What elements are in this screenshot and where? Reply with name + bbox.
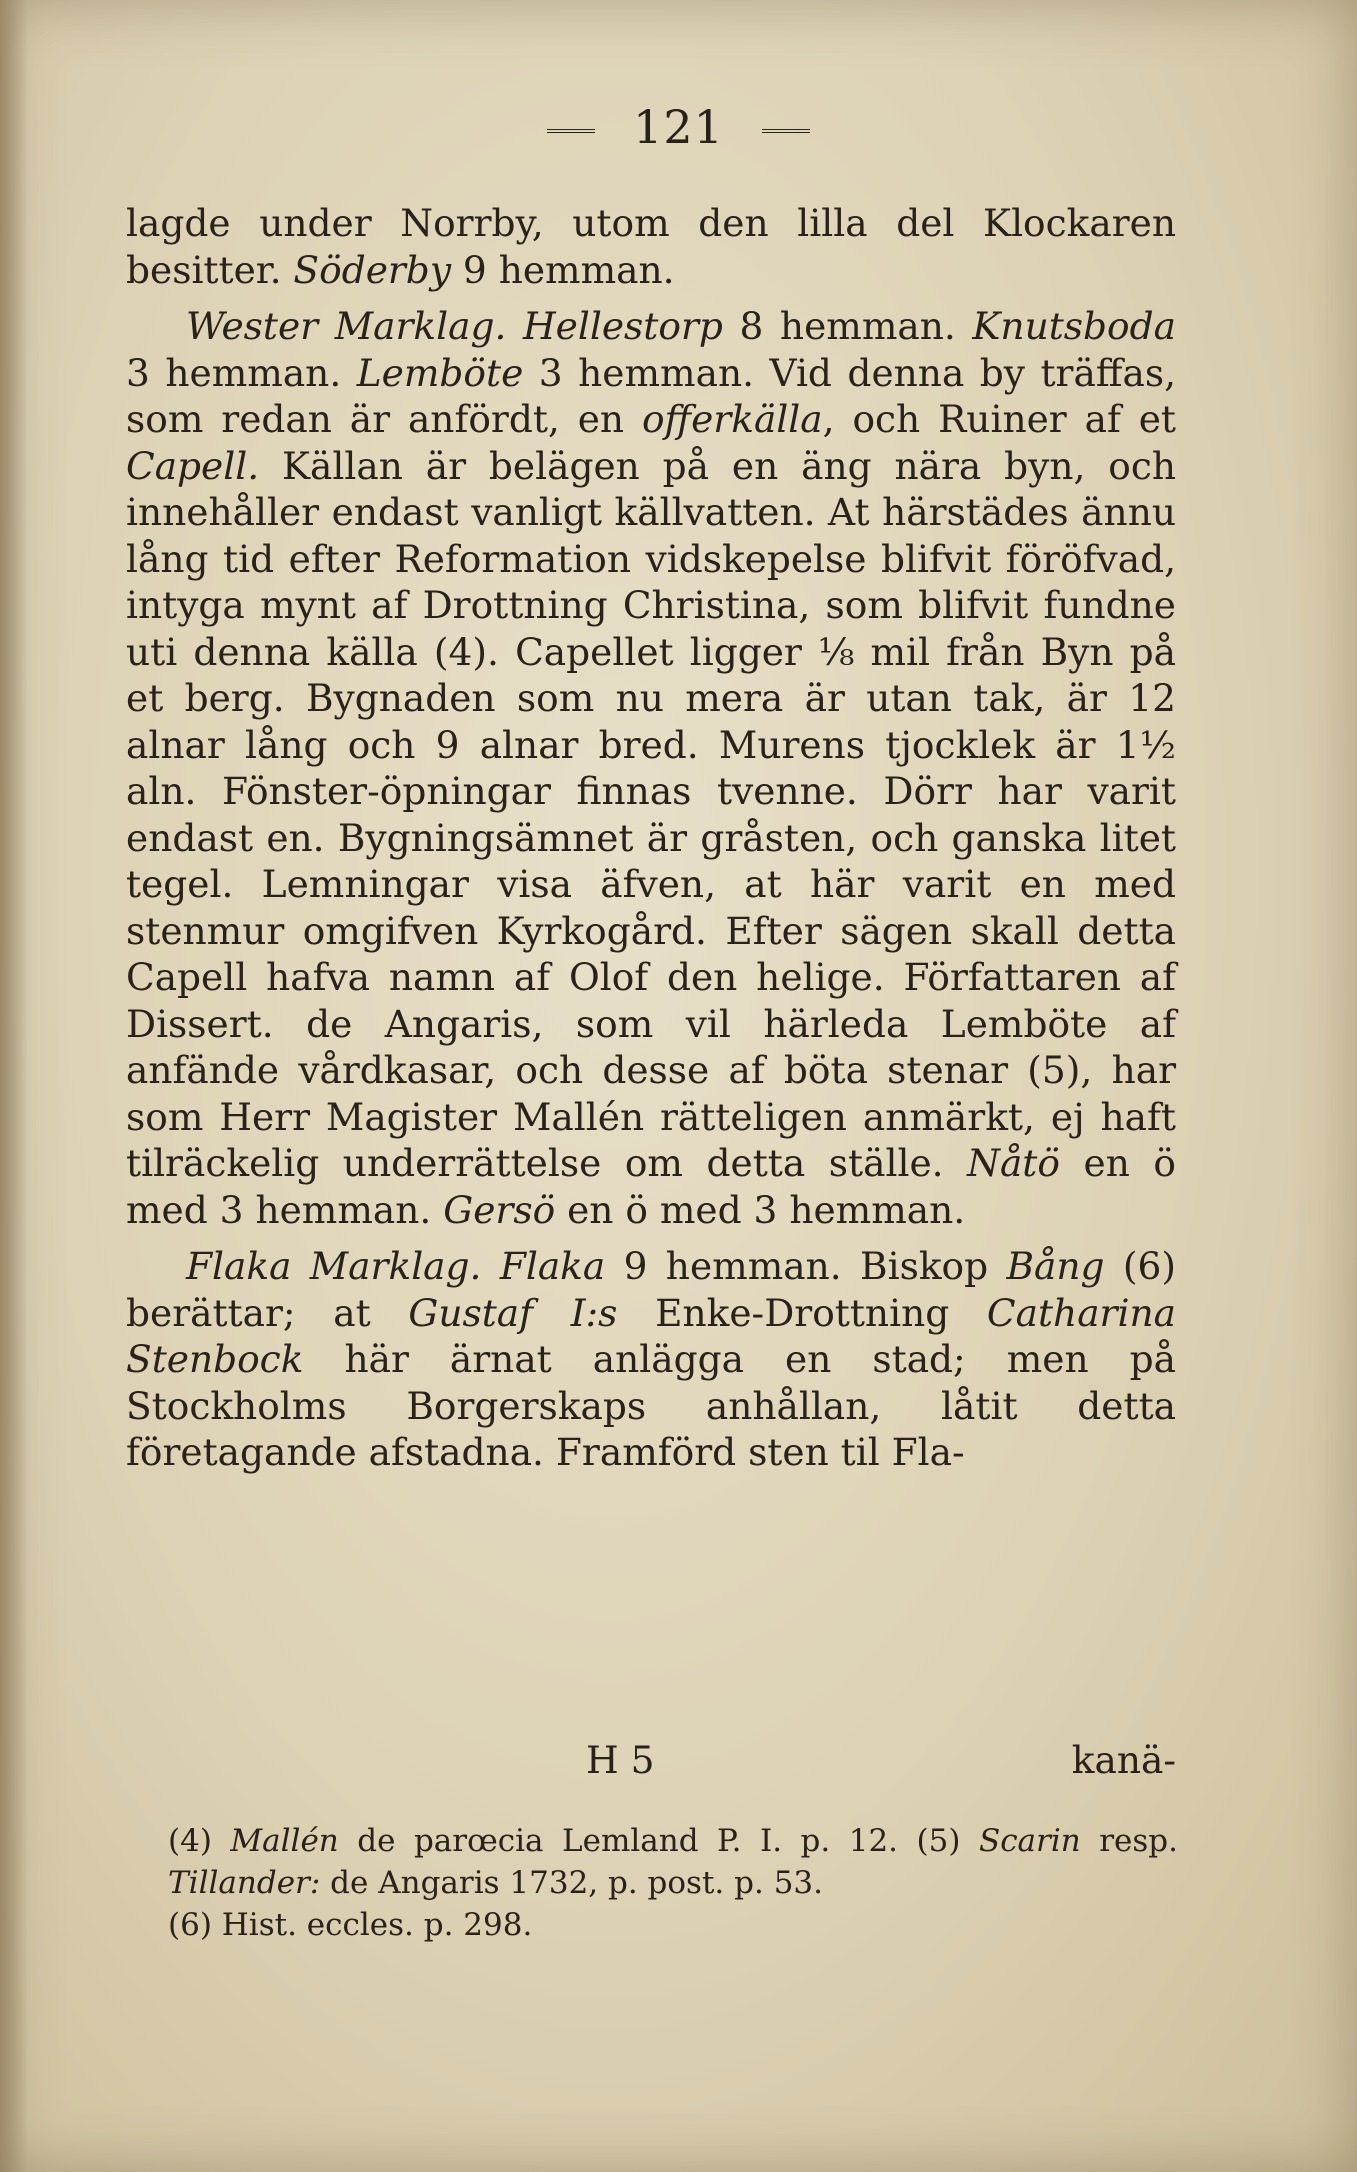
italic-text: Söderby [293, 247, 452, 292]
italic-text: offerkälla [641, 397, 823, 441]
italic-text: Mallén [230, 1823, 339, 1859]
italic-text: Nåtö [967, 1141, 1060, 1185]
italic-text: Scarin [978, 1823, 1081, 1859]
text-run: Enke-Drottning [617, 1290, 987, 1335]
text-run: här ärnat anlägga en stad; men på Stockholms Borgerskaps anhållan, låtit detta företagande afstadna. Framförd sten til Fla- [126, 1337, 1176, 1474]
text-run: , och Ruiner af et [822, 397, 1176, 441]
footnote [168, 1904, 1178, 1946]
text-run: (4) [168, 1823, 231, 1859]
italic-text: Hellestorp [522, 304, 723, 348]
body-text [126, 200, 1176, 1476]
text-run: lagde under Norrby, utom den lilla del Klockaren besitter. [126, 201, 1176, 292]
header-rule-right [762, 129, 810, 133]
italic-text: Catharina Stenbock [126, 1290, 1176, 1381]
text-run: resp. [1080, 1823, 1178, 1859]
text-run [506, 304, 523, 348]
italic-text: Wester Marklag. [186, 304, 507, 348]
text-run: 3 hemman. [126, 350, 357, 395]
italic-text: Flaka [499, 1244, 606, 1288]
italic-text: Tillander: [168, 1865, 321, 1901]
italic-text: Lemböte [356, 350, 524, 395]
text-run: 8 hemman. [722, 304, 973, 348]
page-number: 121 [633, 100, 724, 154]
italic-text: Flaka Marklag. [186, 1244, 482, 1288]
text-run: 9 hemman. [451, 247, 675, 292]
page-edge-shadow [0, 0, 28, 2172]
text-run: 3 hemman. Vid denna by träffas, som redan är anfördt, en [126, 350, 1177, 441]
page-foot-line [126, 1738, 1176, 1784]
text-run: Källan är belägen på en äng nära byn, och innehåller endast vanligt källvatten. At härstädes ännu lång tid efter Reformation vidskepelse blifvit föröfvad, intyga mynt af Drottning Christina, som blifvit fundne uti denna källa (4). Capellet ligger ⅛ mil från Byn på et berg. Bygnaden som nu mera är utan tak, är 12 alnar lång och 9 alnar bred. Murens tjocklek är 1½ aln. Fönster-öpningar finnas tvenne. Dörr har varit endast en. Bygningsämnet är gråsten, och ganska litet tegel. Lemningar visa äfven, at här varit en med stenmur omgifven Kyrkogård. Efter sägen skall detta Capell hafva namn af Olof den helige. Författaren af Dissert. de Angaris, som vil härleda Lemböte af anfände vårdkasar, och desse af böta stenar (5), har som Herr Magister Mallén rätteligen anmärkt, ej haft tilräckelig underrättelse om detta ställe. [126, 443, 1176, 1185]
signature-mark: H 5 [586, 1738, 655, 1782]
text-run: (6) berättar; at [126, 1244, 1177, 1335]
italic-text: Bång [1006, 1244, 1105, 1288]
text-run: (6) Hist. eccles. p. 298. [168, 1907, 533, 1943]
footnote [168, 1820, 1178, 1904]
text-run: 9 hemman. Biskop [605, 1244, 1007, 1288]
paragraph [126, 200, 1176, 293]
text-run: de parœcia Lemland P. I. p. 12. (5) [338, 1823, 979, 1859]
italic-text: Gustaf I:s [408, 1290, 618, 1335]
text-run: de Angaris 1732, p. post. p. 53. [320, 1865, 823, 1901]
text-run: en ö med 3 hemman. [555, 1187, 966, 1232]
footnotes [168, 1820, 1178, 1946]
header-rule-left [547, 129, 595, 133]
paragraph [126, 1243, 1176, 1476]
italic-text: Gersö [443, 1187, 556, 1232]
text-run [481, 1244, 499, 1288]
italic-text: Capell. [126, 443, 260, 488]
page-header [0, 100, 1357, 154]
paragraph [126, 303, 1176, 1233]
italic-text: Knutsboda [972, 304, 1176, 348]
catchword: kanä- [1071, 1738, 1176, 1782]
text-run: en ö med 3 hemman. [126, 1141, 1176, 1232]
